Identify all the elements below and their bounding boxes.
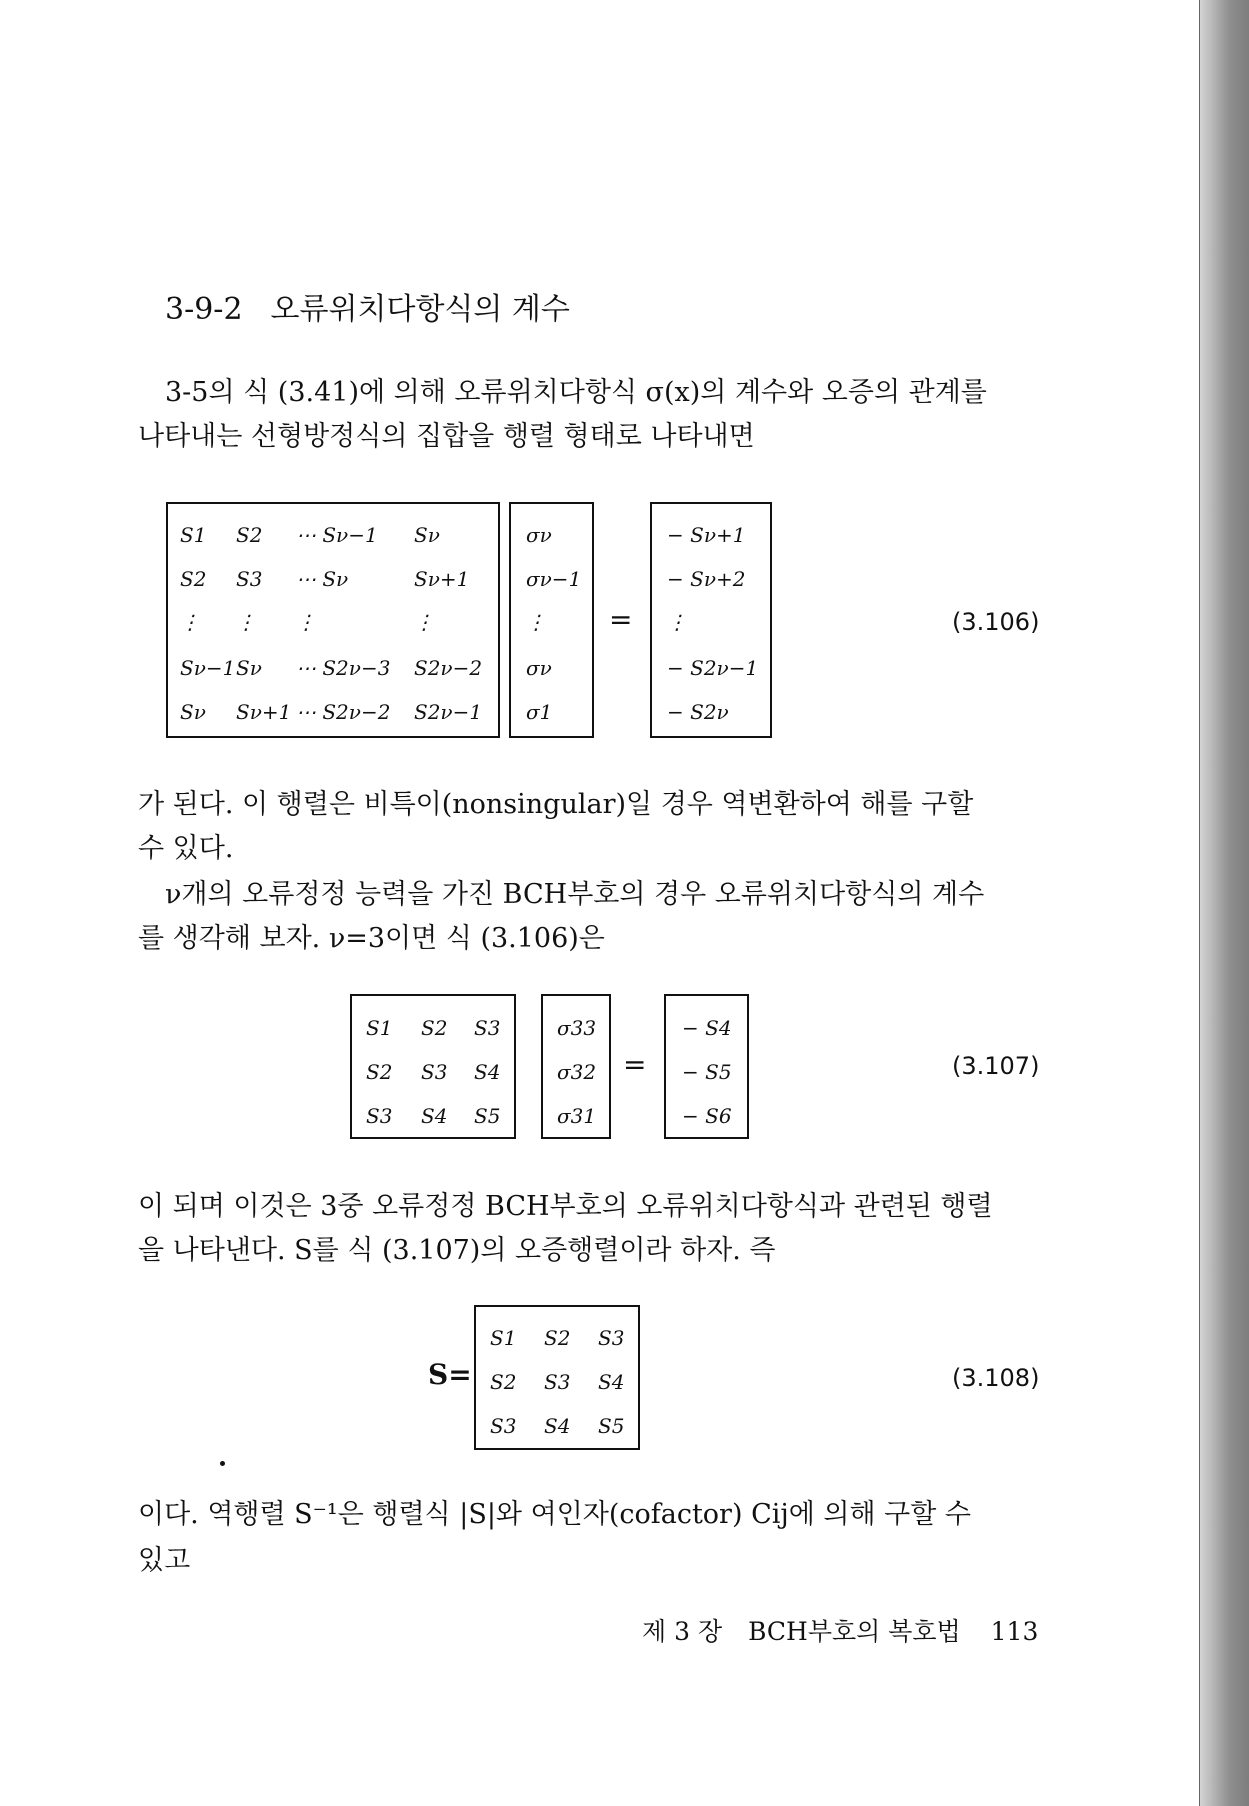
eq106-syndrome-cell: Sν bbox=[180, 700, 206, 724]
eq107-syndrome-cell: S3 bbox=[421, 1060, 448, 1084]
equals-sign: = bbox=[609, 603, 633, 636]
eq107-syndrome-cell: S1 bbox=[366, 1016, 393, 1040]
eq106-syndrome-cell: ⋯ Sν bbox=[296, 567, 349, 591]
eq106-syndrome-cell: S2 bbox=[180, 567, 207, 591]
page-edge bbox=[1200, 0, 1249, 1806]
eq106-rhs-cell: ⋮ bbox=[667, 610, 687, 634]
section-number: 3-9-2 bbox=[165, 292, 243, 327]
eq106-rhs-cell: − Sν+1 bbox=[667, 523, 746, 547]
equals-sign: = bbox=[623, 1048, 647, 1081]
eq107-syndrome-cell: S3 bbox=[474, 1016, 501, 1040]
eq108-s-cell: S2 bbox=[544, 1326, 571, 1350]
page-number: 113 bbox=[990, 1617, 1039, 1646]
eq107-sigma-cell: σ33 bbox=[557, 1016, 597, 1040]
eq106-rhs-cell: − S2ν−1 bbox=[667, 656, 759, 680]
paragraph-1-line-2: 나타내는 선형방정식의 집합을 행렬 형태로 나타내면 bbox=[138, 421, 755, 452]
eq107-rhs-cell: − S5 bbox=[682, 1060, 732, 1084]
paragraph-1-line-1: 3-5의 식 (3.41)에 의해 오류위치다항식 σ(x)의 계수와 오증의 관계를 bbox=[165, 377, 987, 408]
equation-number-3-108: (3.108) bbox=[952, 1364, 1040, 1392]
eq107-sigma-cell: σ31 bbox=[557, 1104, 597, 1128]
eq107-syndrome-cell: S2 bbox=[421, 1016, 448, 1040]
eq106-syndrome-cell: S3 bbox=[236, 567, 263, 591]
eq106-syndrome-cell: ⋯ S2ν−3 bbox=[296, 656, 391, 680]
eq108-s-cell: S4 bbox=[544, 1414, 571, 1438]
eq108-s-cell: S3 bbox=[490, 1414, 517, 1438]
eq107-rhs-cell: − S4 bbox=[682, 1016, 732, 1040]
paragraph-3-line-2: 를 생각해 보자. ν=3이면 식 (3.106)은 bbox=[138, 923, 605, 954]
eq106-syndrome-cell: S2ν−2 bbox=[414, 656, 483, 680]
paragraph-5-line-2: 있고 bbox=[138, 1545, 191, 1576]
eq106-sigma-cell: σν bbox=[526, 523, 552, 547]
eq106-sigma-cell: σν bbox=[526, 656, 552, 680]
section-heading bbox=[165, 284, 570, 328]
eq107-syndrome-cell: S3 bbox=[366, 1104, 393, 1128]
section-title: 오류위치다항식의 계수 bbox=[270, 292, 570, 327]
eq106-syndrome-cell: Sν bbox=[236, 656, 262, 680]
eq106-rhs-cell: − Sν+2 bbox=[667, 567, 746, 591]
eq106-syndrome-cell: S2 bbox=[236, 523, 263, 547]
eq106-sigma-cell: σν−1 bbox=[526, 567, 582, 591]
eq106-syndrome-cell: ⋯ Sν−1 bbox=[296, 523, 378, 547]
print-speck bbox=[220, 1461, 225, 1466]
eq106-syndrome-cell: S2ν−1 bbox=[414, 700, 483, 724]
page-footer bbox=[642, 1612, 1038, 1648]
equation-number-3-107: (3.107) bbox=[952, 1052, 1040, 1080]
eq106-syndrome-cell: ⋯ S2ν−2 bbox=[296, 700, 391, 724]
eq106-syndrome-cell: Sν−1 bbox=[180, 656, 236, 680]
paragraph-2-line-1: 가 된다. 이 행렬은 비특이(nonsingular)일 경우 역변환하여 해를 구할 bbox=[138, 789, 974, 820]
paragraph-4-line-2: 을 나타낸다. S를 식 (3.107)의 오증행렬이라 하자. 즉 bbox=[138, 1235, 776, 1266]
eq108-s-cell: S4 bbox=[598, 1370, 625, 1394]
eq106-syndrome-cell: ⋮ bbox=[296, 610, 316, 634]
eq106-rhs-cell: − S2ν bbox=[667, 700, 729, 724]
eq107-syndrome-cell: S4 bbox=[421, 1104, 448, 1128]
eq108-s-cell: S5 bbox=[598, 1414, 625, 1438]
eq106-syndrome-cell: ⋮ bbox=[236, 610, 256, 634]
paragraph-4-line-1: 이 되며 이것은 3중 오류정정 BCH부호의 오류위치다항식과 관련된 행렬 bbox=[138, 1191, 993, 1222]
eq106-syndrome-cell: ⋮ bbox=[180, 610, 200, 634]
eq106-sigma-cell: σ1 bbox=[526, 700, 553, 724]
eq107-sigma-cell: σ32 bbox=[557, 1060, 597, 1084]
eq107-syndrome-cell: S5 bbox=[474, 1104, 501, 1128]
eq107-syndrome-cell: S2 bbox=[366, 1060, 393, 1084]
matrix-s-label: S= bbox=[428, 1358, 472, 1391]
eq106-sigma-cell: ⋮ bbox=[526, 610, 546, 634]
eq106-syndrome-cell: ⋮ bbox=[414, 610, 434, 634]
paragraph-3-line-1: ν개의 오류정정 능력을 가진 BCH부호의 경우 오류위치다항식의 계수 bbox=[165, 879, 985, 910]
equation-number-3-106: (3.106) bbox=[952, 608, 1040, 636]
eq106-syndrome-cell: S1 bbox=[180, 523, 207, 547]
paragraph-2-line-2: 수 있다. bbox=[138, 833, 234, 864]
eq108-s-cell: S2 bbox=[490, 1370, 517, 1394]
eq106-syndrome-cell: Sν bbox=[414, 523, 440, 547]
eq106-syndrome-cell: Sν+1 bbox=[414, 567, 470, 591]
eq108-s-cell: S3 bbox=[598, 1326, 625, 1350]
eq106-syndrome-cell: Sν+1 bbox=[236, 700, 292, 724]
eq108-s-cell: S1 bbox=[490, 1326, 517, 1350]
footer-title: BCH부호의 복호법 bbox=[748, 1617, 961, 1646]
footer-chapter: 제 3 장 bbox=[642, 1617, 723, 1646]
paragraph-5-line-1: 이다. 역행렬 S⁻¹은 행렬식 |S|와 여인자(cofactor) Cij에 의해 구할 수 bbox=[138, 1499, 971, 1530]
eq108-s-cell: S3 bbox=[544, 1370, 571, 1394]
eq107-syndrome-cell: S4 bbox=[474, 1060, 501, 1084]
eq107-rhs-cell: − S6 bbox=[682, 1104, 732, 1128]
